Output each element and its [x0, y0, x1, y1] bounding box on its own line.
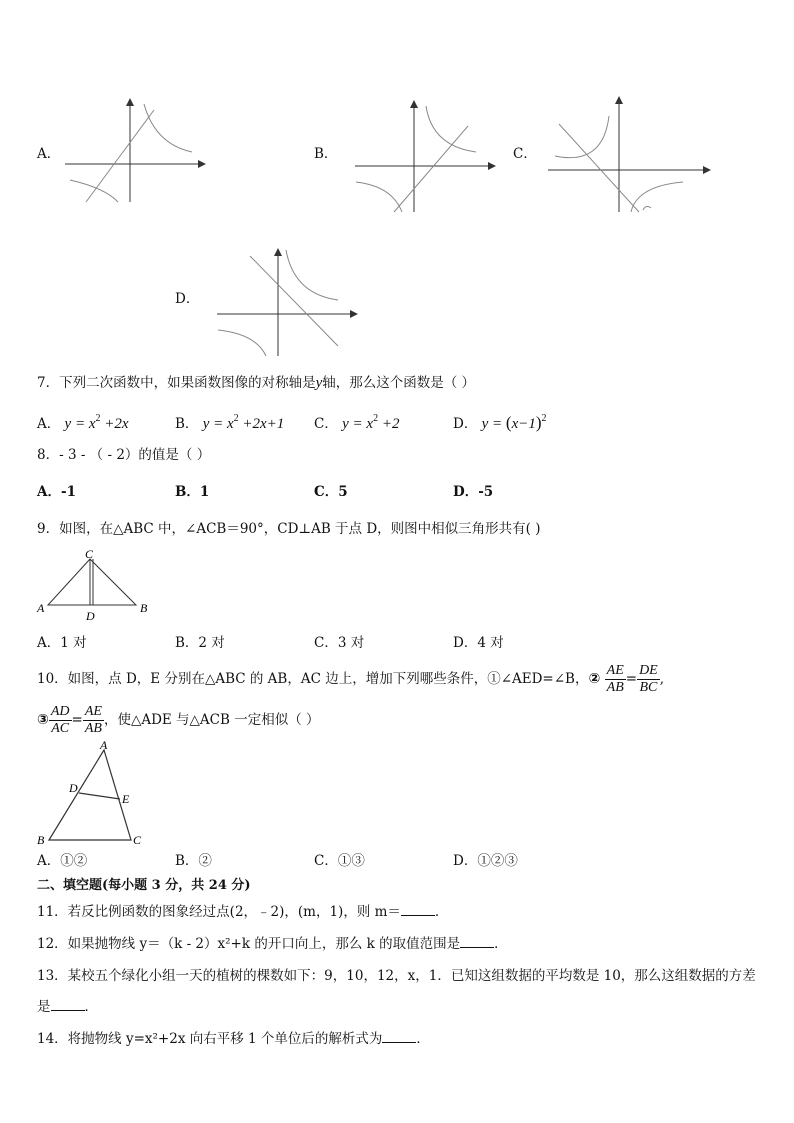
option-d-label: D． [175, 291, 200, 307]
section-2-heading: 二、填空题(每小题 3 分，共 24 分) [37, 878, 251, 893]
q9-label-b: B [140, 601, 148, 615]
q10-stem-line1: 10．如图，点 D，E 分别在△ABC 的 AB，AC 边上，增加下列哪些条件，①∠AED=∠B，② $\frac{AE}{AB}$ = $\frac{DE}{BC}$ , [37, 663, 665, 695]
q9-option-d: D．4 对 [453, 635, 504, 651]
graph-option-c [545, 94, 715, 214]
q8-option-d: D．-5 [453, 484, 494, 500]
q9-option-a: A．1 对 [37, 635, 87, 651]
q10-option-b: B．② [175, 853, 212, 869]
q9-label-c: C [85, 547, 94, 561]
option-b-label: B． [314, 146, 338, 162]
q13-stem-line2: 是 ． [37, 999, 98, 1015]
q8-option-a: A．-1 [37, 484, 76, 500]
q10-cond2-frac1: $\frac{AE}{AB}$ [606, 663, 624, 695]
option-a-label: A． [37, 146, 61, 162]
q11-stem: 11．若反比例函数的图象经过点(2，﹣2)，(m，1)，则 m＝ ． [37, 904, 449, 920]
q11-answer-blank[interactable] [401, 903, 435, 916]
q10-option-c: C．①③ [314, 853, 365, 869]
graph-option-a [60, 96, 210, 206]
q8-stem: 8．- 3 - （ - 2）的值是（ ） [37, 447, 211, 463]
q7-stem: 7．下列二次函数中，如果函数图像的对称轴是y轴，那么这个函数是（ ） [37, 375, 476, 391]
q10-triangle-figure [34, 738, 150, 850]
q8-option-c: C．5 [314, 484, 348, 500]
q7-option-c-expr: $y = x^2 +2$ [342, 413, 400, 432]
q10-cond3-frac1: $\frac{AD}{AC}$ [50, 704, 70, 736]
q10-cond3-frac2: $\frac{AE}{AB}$ [84, 704, 102, 736]
graph-option-b [350, 96, 500, 214]
graph-option-d [212, 244, 362, 358]
q14-stem: 14．将抛物线 y=x²+2x 向右平移 1 个单位后的解析式为 ． [37, 1031, 430, 1047]
q7-option-d-expr: $y = (x-1)^2$ [481, 413, 547, 432]
q14-answer-blank[interactable] [382, 1030, 416, 1043]
q10-cond2-frac2: $\frac{DE}{BC}$ [639, 663, 658, 695]
q7-option-a: A． $y = x^2 +2x$ [37, 413, 129, 432]
q12-stem: 12．如果抛物线 y＝（k - 2）x²+k 的开口向上，那么 k 的取值范围是 ． [37, 936, 508, 952]
q9-stem: 9．如图，在△ABC 中，∠ACB＝90°，CD⊥AB 于点 D，则图中相似三角形共有( ) [37, 521, 541, 537]
q10-label-c: C [133, 833, 142, 847]
q9-option-c: C．3 对 [314, 635, 365, 651]
q13-answer-blank[interactable] [51, 998, 85, 1011]
q10-label-a: A [100, 738, 108, 752]
q7-option-a-expr: $y = x^2 +2x$ [64, 413, 129, 432]
q10-stem-line2: ③ $\frac{AD}{AC}$ = $\frac{AE}{AB}$ ，使△ADE 与△ACB 一定相似（ ） [37, 704, 320, 736]
q9-triangle-figure [34, 546, 158, 622]
q10-label-b: B [37, 833, 45, 847]
q10-option-d: D．①②③ [453, 853, 518, 869]
q13-stem-line1: 13．某校五个绿化小组一天的植树的棵数如下：9，10，12，x，1．已知这组数据的平均数是 10，那么这组数据的方差 [37, 968, 756, 984]
q8-option-b: B．1 [175, 484, 210, 500]
q9-label-d: D [86, 609, 95, 622]
q7-option-d: D． $y = (x-1)^2$ [453, 413, 547, 432]
option-c-label: C． [513, 146, 537, 162]
q7-option-b: B． $y = x^2 +2x+1$ [175, 413, 285, 432]
q9-label-a: A [37, 601, 45, 615]
q12-answer-blank[interactable] [460, 935, 494, 948]
q9-option-b: B．2 对 [175, 635, 225, 651]
q10-label-d: D [69, 781, 78, 795]
q10-label-e: E [122, 792, 130, 806]
q10-option-a: A．①② [37, 853, 88, 869]
q7-option-c: C． $y = x^2 +2$ [314, 413, 400, 432]
q7-option-b-expr: $y = x^2 +2x+1$ [202, 413, 285, 432]
